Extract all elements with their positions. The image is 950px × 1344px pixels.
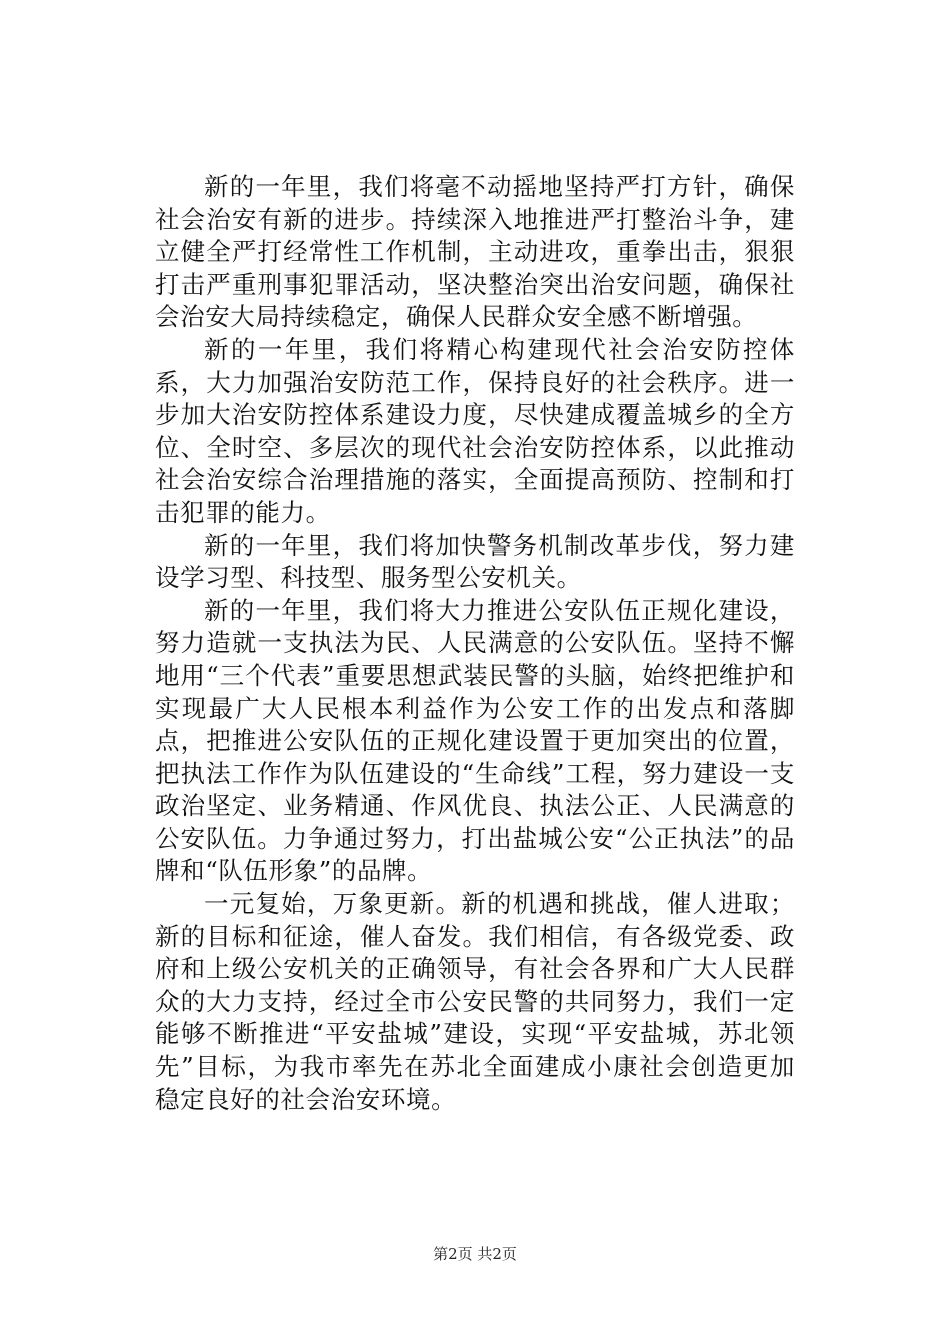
paragraph: 新的一年里，我们将精心构建现代社会治安防控体系，大力加强治安防范工作，保持良好的社会秩序。进一步加大治安防控体系建设力度，尽快建成覆盖城乡的全方位、全时空、多层次的现代社会治安防控体系，以此推动社会治安综合治理措施的落实，全面提高预防、控制和打击犯罪的能力。 xyxy=(155,334,795,527)
paragraph: 新的一年里，我们将毫不动摇地坚持严打方针，确保社会治安有新的进步。持续深入地推进严打整治斗争，建立健全严打经常性工作机制，主动进攻，重拳出击，狠狠打击严重刑事犯罪活动，坚决整治突出治安问题，确保社会治安大局持续稳定，确保人民群众安全感不断增强。 xyxy=(155,172,795,332)
page-number: 第2页 共2页 xyxy=(433,1245,517,1263)
paragraph: 新的一年里，我们将加快警务机制改革步伐，努力建设学习型、科技型、服务型公安机关。 xyxy=(155,530,795,593)
paragraph: 新的一年里，我们将大力推进公安队伍正规化建设，努力造就一支执法为民、人民满意的公安队伍。坚持不懈地用“三个代表”重要思想武装民警的头脑，始终把维护和实现最广大人民根本利益作为公安工作的出发点和落脚点，把推进公安队伍的正规化建设置于更加突出的位置，把执法工作作为队伍建设的“生命线”工程，努力建设一支政治坚定、业务精通、作风优良、执法公正、人民满意的公安队伍。力争通过努力，打出盐城公安“公正执法”的品牌和“队伍形象”的品牌。 xyxy=(155,595,795,886)
paragraph: 一元复始，万象更新。新的机遇和挑战，催人进取；新的目标和征途，催人奋发。我们相信，有各级党委、政府和上级公安机关的正确领导，有社会各界和广大人民群众的大力支持，经过全市公安民警的共同努力，我们一定能够不断推进“平安盐城”建设，实现“平安盐城，苏北领先”目标，为我市率先在苏北全面建成小康社会创造更加稳定良好的社会治安环境。 xyxy=(155,889,795,1114)
document-body xyxy=(155,171,795,1116)
